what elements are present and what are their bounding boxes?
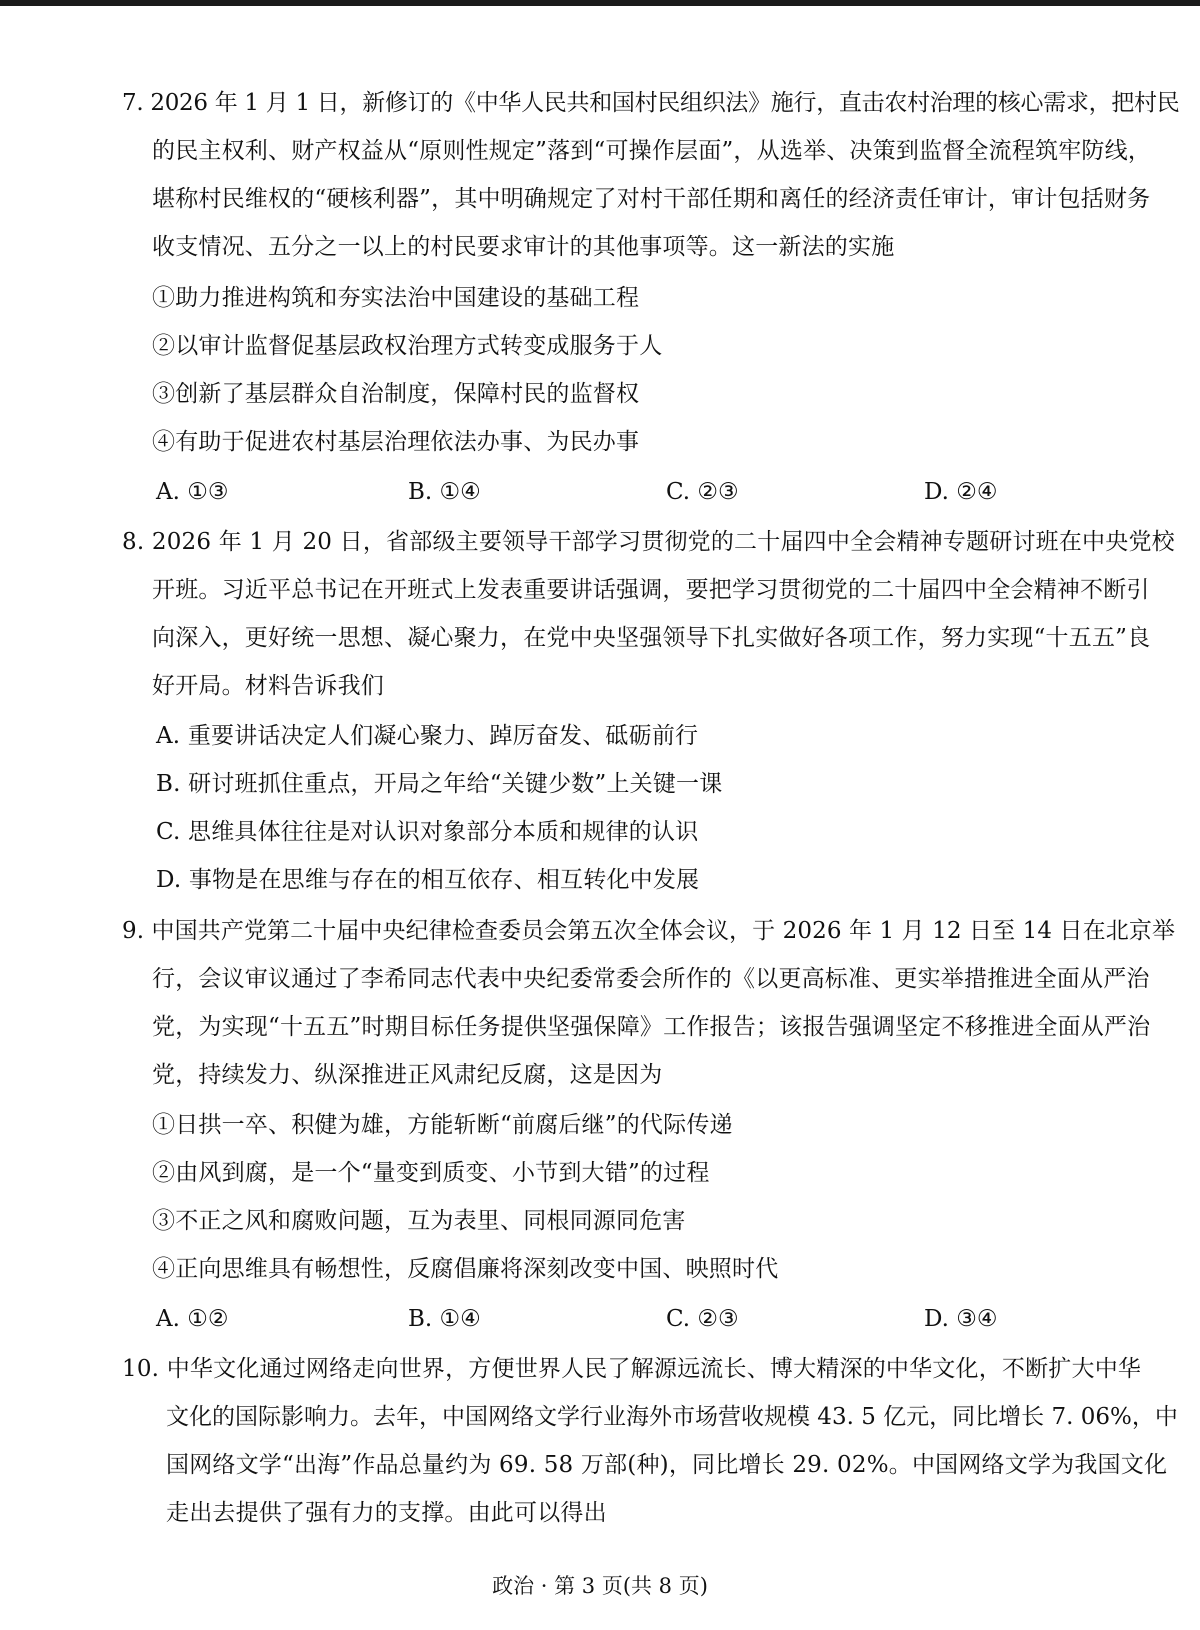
question-stem-line: 好开局。材料告诉我们 — [152, 673, 384, 699]
statement-3: ③创新了基层群众自治制度，保障村民的监督权 — [152, 381, 640, 407]
statement-3: ③不正之风和腐败问题，互为表里、同根同源同危害 — [152, 1208, 686, 1234]
option-b: B. ①④ — [408, 479, 481, 505]
question-stem-line: 文化的国际影响力。去年，中国网络文学行业海外市场营收规模 43. 5 亿元，同比增长 7. 06%，中 — [166, 1404, 1178, 1430]
option-a: A. 重要讲话决定人们凝心聚力、踔厉奋发、砥砺前行 — [156, 723, 699, 749]
question-stem-line: 走出去提供了强有力的支撑。由此可以得出 — [166, 1500, 607, 1526]
statement-2: ②以审计监督促基层政权治理方式转变成服务于人 — [152, 333, 663, 359]
question-stem-line: 的民主权利、财产权益从“原则性规定”落到“可操作层面”，从选举、决策到监督全流程筑牢防线， — [152, 138, 1152, 164]
option-b: B. 研讨班抓住重点，开局之年给“关键少数”上关键一课 — [156, 771, 723, 797]
option-d: D. ③④ — [924, 1306, 998, 1332]
statement-2: ②由风到腐，是一个“量变到质变、小节到大错”的过程 — [152, 1160, 710, 1186]
statement-4: ④有助于促进农村基层治理依法办事、为民办事 — [152, 429, 640, 455]
option-c: C. ②③ — [666, 479, 739, 505]
statement-1: ①助力推进构筑和夯实法治中国建设的基础工程 — [152, 285, 640, 311]
option-a: A. ①② — [156, 1306, 229, 1332]
page-footer: 政治 · 第 3 页(共 8 页) — [492, 1574, 708, 1598]
question-stem-line: 党，持续发力、纵深推进正风肃纪反腐，这是因为 — [152, 1062, 663, 1088]
option-b: B. ①④ — [408, 1306, 481, 1332]
question-stem-line: 开班。习近平总书记在开班式上发表重要讲话强调，要把学习贯彻党的二十届四中全会精神不断引 — [152, 577, 1150, 603]
question-stem-line: 向深入，更好统一思想、凝心聚力，在党中央坚强领导下扎实做好各项工作，努力实现“十五五”良 — [152, 625, 1151, 651]
question-stem-line: 9. 中国共产党第二十届中央纪律检查委员会第五次全体会议，于 2026 年 1 月 12 日至 14 日在北京举 — [122, 918, 1176, 944]
question-stem-line: 收支情况、五分之一以上的村民要求审计的其他事项等。这一新法的实施 — [152, 234, 895, 260]
question-stem-line: 堪称村民维权的“硬核利器”，其中明确规定了对村干部任期和离任的经济责任审计，审计包括财务 — [152, 186, 1151, 212]
option-d: D. 事物是在思维与存在的相互依存、相互转化中发展 — [156, 867, 700, 893]
question-stem-line: 国网络文学“出海”作品总量约为 69. 58 万部(种)，同比增长 29. 02%。中国网络文学为我国文化 — [166, 1452, 1168, 1478]
question-stem-line: 7. 2026 年 1 月 1 日，新修订的《中华人民共和国村民组织法》施行，直击农村治理的核心需求，把村民 — [122, 90, 1180, 116]
question-stem-line: 10. 中华文化通过网络走向世界，方便世界人民了解源远流长、博大精深的中华文化，不断扩大中华 — [122, 1356, 1142, 1382]
option-a: A. ①③ — [156, 479, 229, 505]
option-c: C. 思维具体往往是对认识对象部分本质和规律的认识 — [156, 819, 699, 845]
option-d: D. ②④ — [924, 479, 998, 505]
statement-1: ①日拱一卒、积健为雄，方能斩断“前腐后继”的代际传递 — [152, 1112, 733, 1138]
option-c: C. ②③ — [666, 1306, 739, 1332]
statement-4: ④正向思维具有畅想性，反腐倡廉将深刻改变中国、映照时代 — [152, 1256, 779, 1282]
question-stem-line: 8. 2026 年 1 月 20 日，省部级主要领导干部学习贯彻党的二十届四中全会精神专题研讨班在中央党校 — [122, 529, 1175, 555]
question-stem-line: 行，会议审议通过了李希同志代表中央纪委常委会所作的《以更高标准、更实举措推进全面从严治 — [152, 966, 1150, 992]
question-stem-line: 党，为实现“十五五”时期目标任务提供坚强保障》工作报告；该报告强调坚定不移推进全面从严治 — [152, 1014, 1151, 1040]
